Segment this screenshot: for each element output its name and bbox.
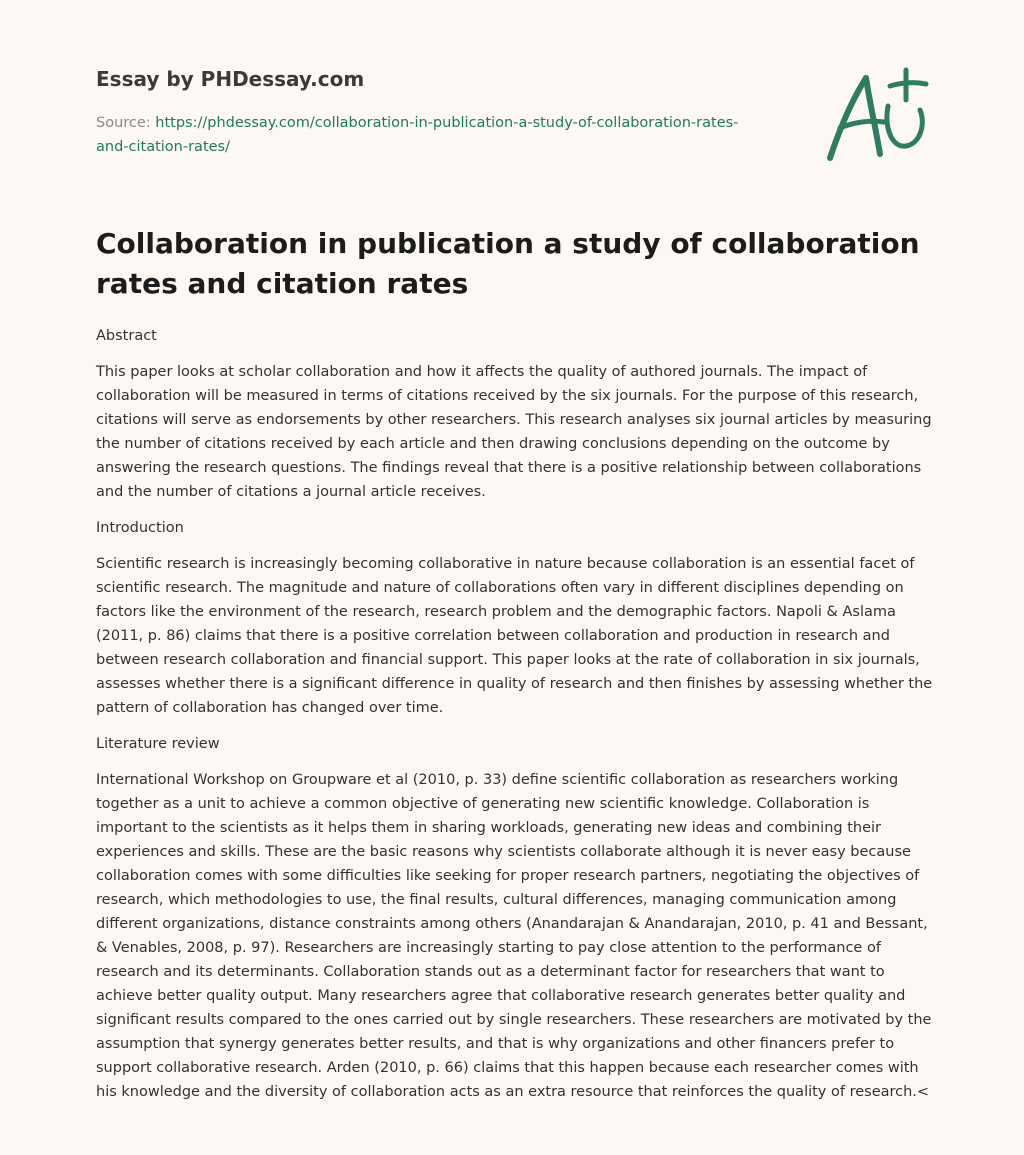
- source-label: Source:: [96, 115, 151, 131]
- site-title: Essay by PHDessay.com: [96, 67, 365, 91]
- document-title: Collaboration in publication a study of collaboration rates and citation rates: [96, 227, 920, 300]
- document-body: [96, 324, 936, 1116]
- introduction-heading: Introduction: [96, 520, 184, 536]
- literature-review-section: [96, 732, 936, 1104]
- abstract-section: [96, 324, 936, 504]
- literature-review-heading: Literature review: [96, 736, 220, 752]
- a-plus-logo-icon: [818, 66, 930, 166]
- abstract-paragraph: This paper looks at scholar collaboration and how it affects the quality of authored journals. The impact of collaboration will be measured in terms of citations received by the six journals. For the purpose of this research, citations will serve as endorsements by other researchers. This research analyses six journal articles by measuring the number of citations received by each article and then drawing conclusions depending on the outcome by answering the research questions. The findings reveal that there is a positive relationship between collaborations and the number of citations a journal article receives.: [96, 364, 932, 500]
- page-header: [96, 62, 776, 159]
- abstract-heading: Abstract: [96, 328, 157, 344]
- source-link[interactable]: [96, 115, 738, 155]
- introduction-section: [96, 516, 936, 720]
- introduction-paragraph: Scientific research is increasingly becoming collaborative in nature because collaboration is an essential facet of scientific research. The magnitude and nature of collaborations often vary in different disciplines depending on factors like the environment of the research, research problem and the demographic factors. Napoli & Aslama (2011, p. 86) claims that there is a positive correlation between collaboration and production in research and between research collaboration and financial support. This paper looks at the rate of collaboration in six journals, assesses whether there is a significant difference in quality of research and then finishes by assessing whether the pattern of collaboration has changed over time.: [96, 556, 933, 716]
- literature-review-paragraph: International Workshop on Groupware et al (2010, p. 33) define scientific collaboration as researchers working together as a unit to achieve a common objective of generating new scientific knowledge. Collaboration is important to the scientists as it helps them in sharing workloads, generating new ideas and combining their experiences and skills. These are the basic reasons why scientists collaborate although it is never easy because collaboration comes with some difficulties like seeking for proper research partners, negotiating the objectives of research, which methodologies to use, the final results, cultural differences, managing communication among different organizations, distance constraints among others (Anandarajan & Anandarajan, 2010, p. 41 and Bessant, & Venables, 2008, p. 97). Researchers are increasingly starting to pay close attention to the performance of research and its determinants. Collaboration stands out as a determinant factor for researchers that want to achieve better quality output. Many researchers agree that collaborative research generates better quality and significant results compared to the ones carried out by single researchers. These researchers are motivated by the assumption that synergy generates better results, and that is why organizations and other financers prefer to support collaborative research. Arden (2010, p. 66) claims that this happen because each researcher comes with his knowledge and the diversity of collaboration acts as an extra resource that reinforces the quality of research.<: [96, 772, 932, 1100]
- source-link-line2: and-citation-rates/: [96, 139, 230, 155]
- source-link-line1: https://phdessay.com/collaboration-in-publication-a-study-of-collaboration-rates-: [155, 115, 739, 131]
- source-line: [96, 111, 776, 159]
